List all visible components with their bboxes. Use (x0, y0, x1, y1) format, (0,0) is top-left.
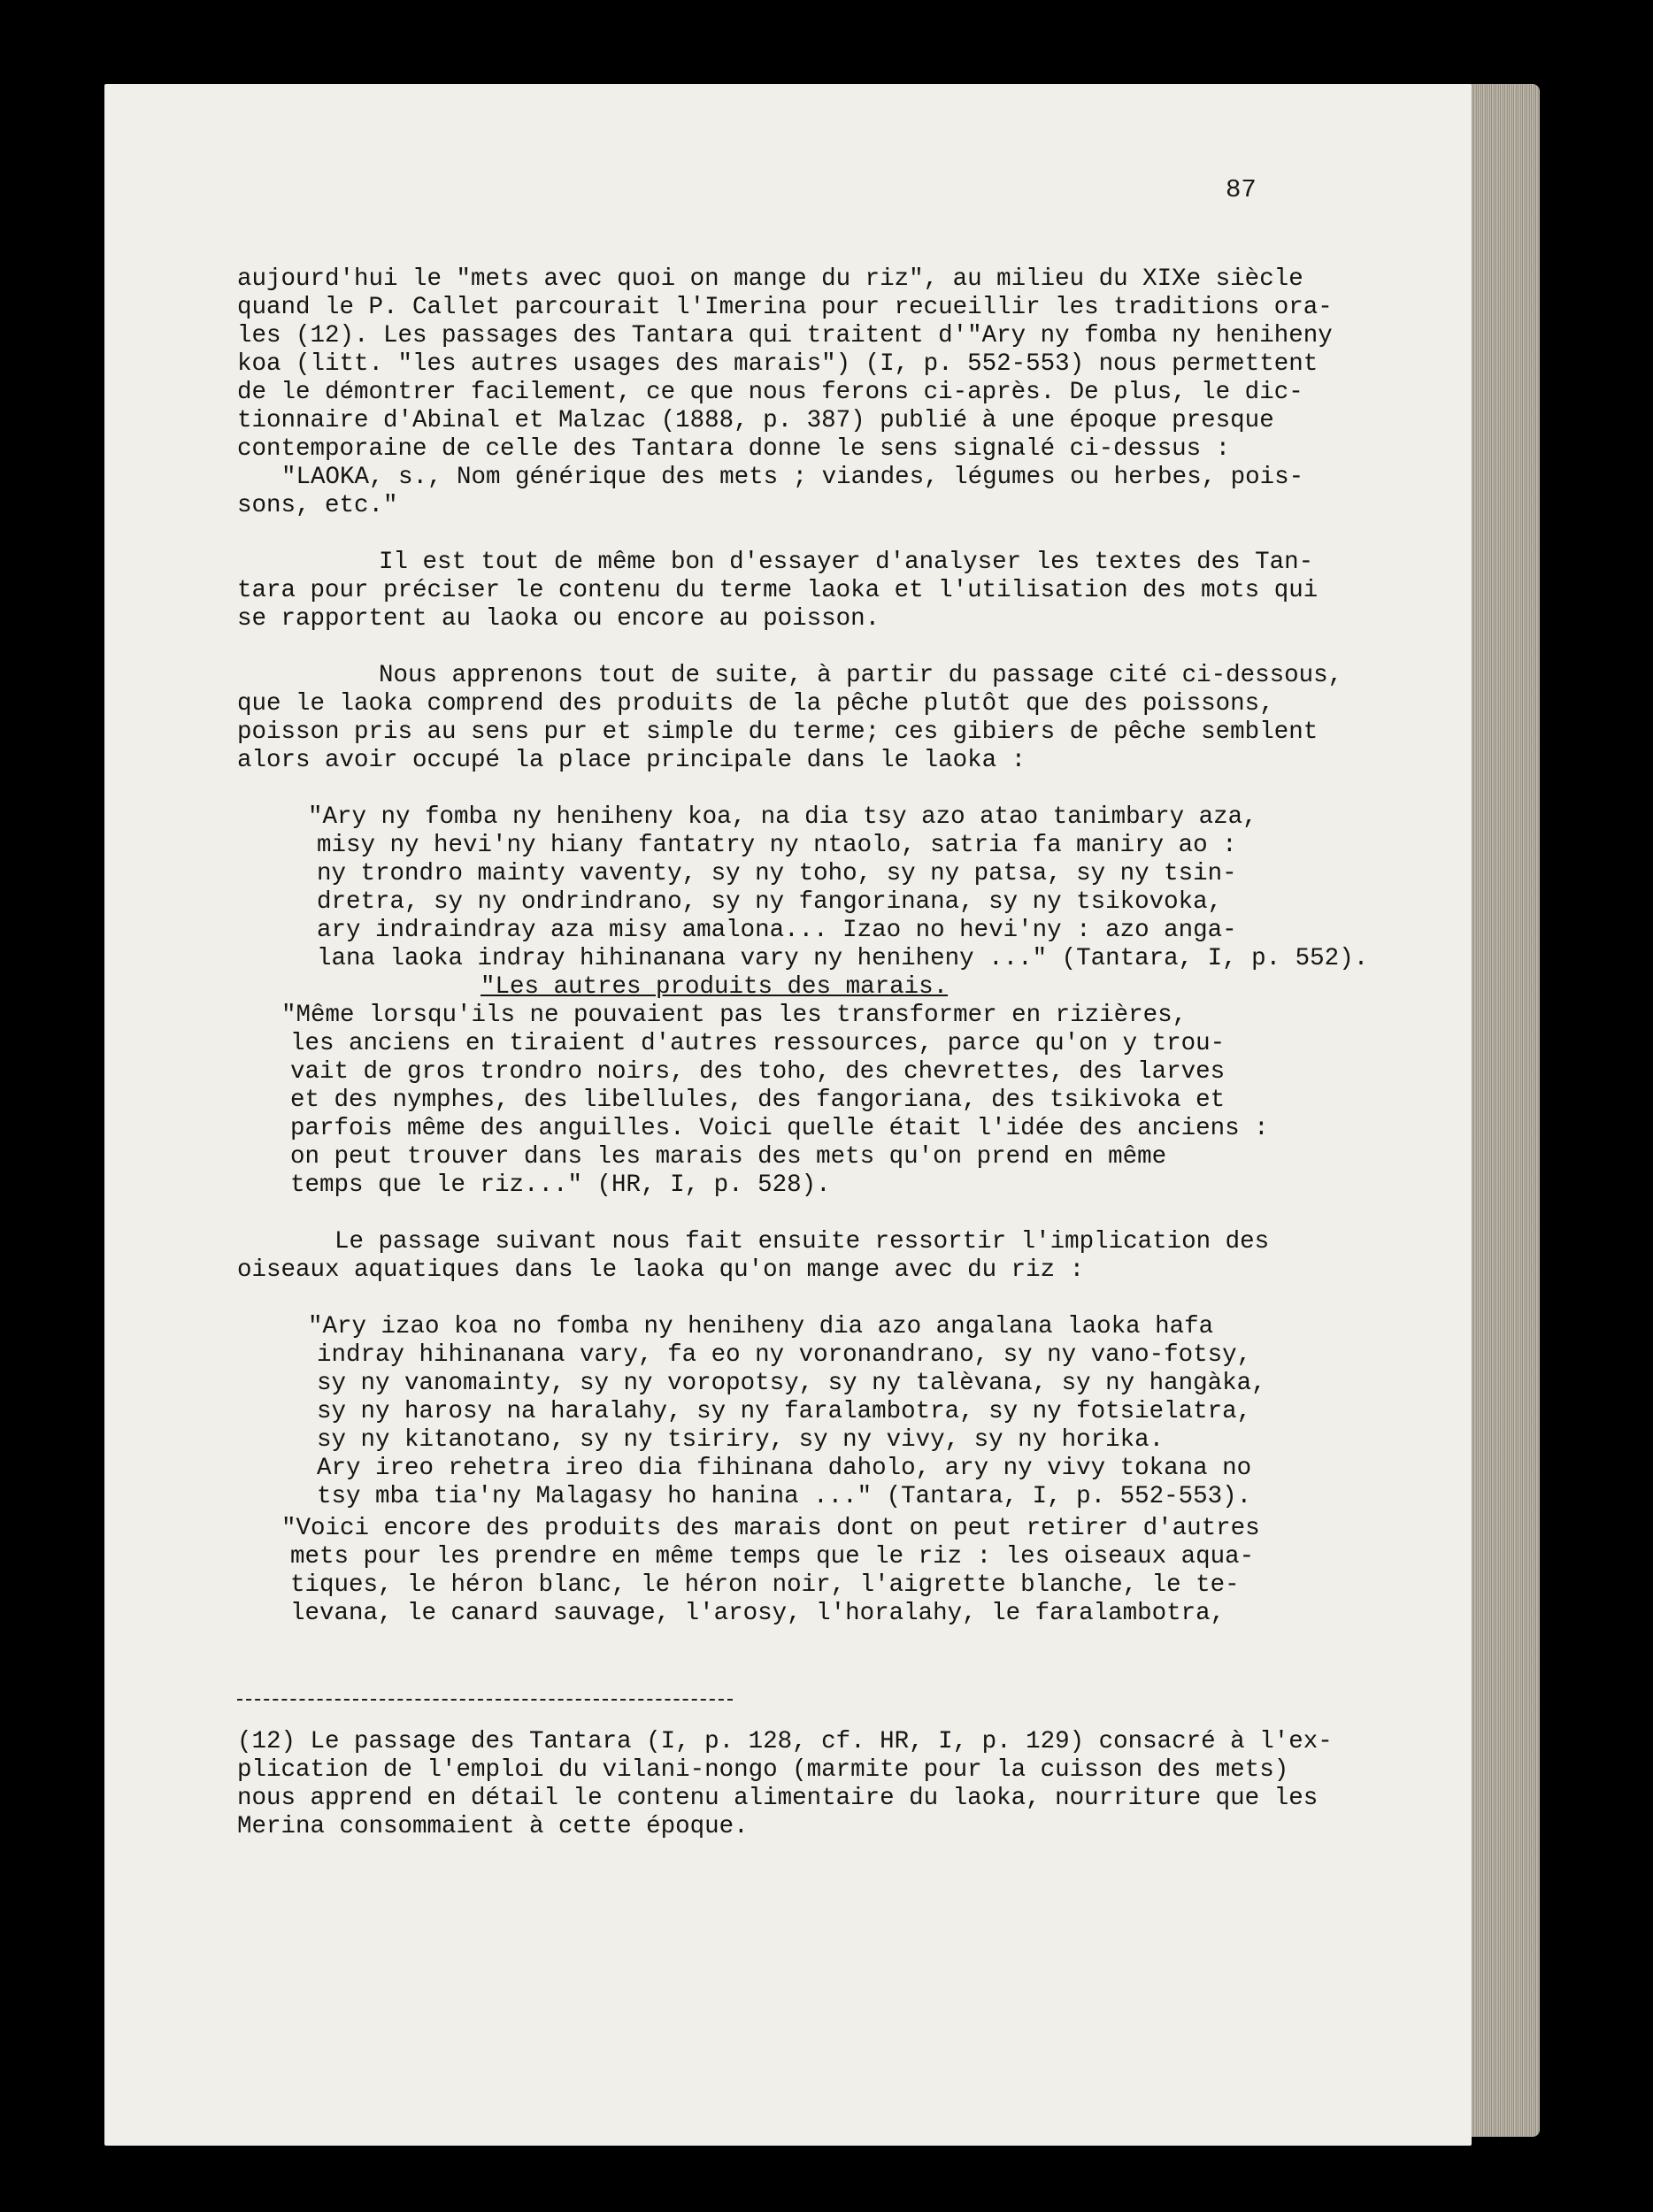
text-line: on peut trouver dans les marais des mets qu'on prend en même (290, 1143, 1167, 1171)
text-line: lana laoka indray hihinanana vary ny heniheny ..." (Tantara, I, p. 552). (317, 945, 1369, 972)
paragraph-3 (237, 662, 1343, 775)
dictionary-definition-quote (237, 464, 1334, 492)
text-line: dretra, sy ny ondrindrano, sy ny fangorinana, sy ny tsikovoka, (317, 888, 1223, 916)
text-line: et des nymphes, des libellules, des fangoriana, des tsikivoka et (290, 1087, 1226, 1114)
text-line: poisson pris au sens pur et simple du terme; ces gibiers de pêche semblent (237, 718, 1319, 746)
text-line: plication de l'emploi du vilani-nongo (marmite pour la cuisson des mets) (237, 1756, 1289, 1784)
text-line: temps que le riz..." (HR, I, p. 528). (290, 1171, 831, 1199)
text-line: koa (litt. "les autres usages des marais") (I, p. 552-553) nous permettent (237, 350, 1319, 378)
body-text (237, 265, 1369, 1628)
text-line: Le passage suivant nous fait ensuite ressortir l'implication des (334, 1228, 1270, 1256)
malagasy-quote-2 (237, 1313, 1334, 1511)
text-line: sy ny kitanotano, sy ny tsiriry, sy ny vivy, sy ny horika. (317, 1426, 1165, 1454)
text-line: parfois même des anguilles. Voici quelle était l'idée des anciens : (290, 1115, 1269, 1142)
malagasy-quote-1 (237, 803, 1369, 973)
text-line: tiques, le héron blanc, le héron noir, l'aigrette blanche, le te- (290, 1571, 1240, 1599)
text-line: Nous apprenons tout de suite, à partir du passage cité ci-dessous, (379, 662, 1343, 689)
text-line: oiseaux aquatiques dans le laoka qu'on mange avec du riz : (237, 1256, 1085, 1284)
translation-heading (237, 973, 1334, 1002)
text-line: "Même lorsqu'ils ne pouvaient pas les transformer en rizières, (281, 1002, 1188, 1029)
translation-quote-2 (237, 1515, 1334, 1628)
text-line: (12) Le passage des Tantara (I, p. 128, cf. HR, I, p. 129) consacré à l'ex- (237, 1728, 1333, 1755)
text-line: Il est tout de même bon d'essayer d'analyser les textes des Tan- (379, 549, 1314, 576)
text-line: tara pour préciser le contenu du terme laoka et l'utilisation des mots qui (237, 577, 1319, 604)
text-line: "LAOKA, s., Nom générique des mets ; viandes, légumes ou herbes, pois- (281, 464, 1304, 491)
text-line: tsy mba tia'ny Malagasy ho hanina ..." (Tantara, I, p. 552-553). (317, 1483, 1252, 1510)
paragraph-4 (237, 1228, 1334, 1285)
text-line: vait de gros trondro noirs, des toho, des chevrettes, des larves (290, 1058, 1226, 1086)
text-line: Merina consommaient à cette époque. (237, 1813, 749, 1840)
text-line: se rapportent au laoka ou encore au poisson. (237, 605, 880, 633)
footnote-separator (237, 1699, 733, 1701)
text-line: contemporaine de celle des Tantara donne le sens signalé ci-dessus : (237, 435, 1231, 463)
text-line: "Ary izao koa no fomba ny heniheny dia azo angalana laoka hafa (308, 1313, 1214, 1340)
text-line: "Ary ny fomba ny heniheny koa, na dia tsy azo atao tanimbary aza, (308, 803, 1257, 831)
paragraph-1 (237, 265, 1334, 464)
text-line: misy ny hevi'ny hiany fantatry ny ntaolo, satria fa maniry ao : (317, 832, 1237, 859)
paragraph-2 (237, 549, 1334, 634)
text-line: sy ny vanomainty, sy ny voropotsy, sy ny talèvana, sy ny hangàka, (317, 1370, 1266, 1397)
translation-heading-text: "Les autres produits des marais. (481, 973, 949, 1001)
text-line: alors avoir occupé la place principale dans le laoka : (237, 747, 1026, 774)
text-line: les anciens en tiraient d'autres ressources, parce qu'on y trou- (290, 1030, 1226, 1057)
text-line: sy ny harosy na haralahy, sy ny faralambotra, sy ny fotsielatra, (317, 1398, 1252, 1425)
text-line: aujourd'hui le "mets avec quoi on mange du riz", au milieu du XIXe siècle (237, 265, 1303, 293)
text-line: tionnaire d'Abinal et Malzac (1888, p. 387) publié à une époque presque (237, 407, 1274, 434)
text-line: ny trondro mainty vaventy, sy ny toho, sy ny patsa, sy ny tsin- (317, 860, 1237, 887)
text-line: mets pour les prendre en même temps que le riz : les oiseaux aqua- (290, 1543, 1255, 1571)
text-line: de le démontrer facilement, ce que nous ferons ci-après. De plus, le dic- (237, 379, 1303, 406)
text-line: indray hihinanana vary, fa eo ny voronandrano, sy ny vano-fotsy, (317, 1341, 1252, 1369)
text-line: ary indraindray aza misy amalona... Izao no hevi'ny : azo anga- (317, 917, 1237, 944)
text-line: levana, le canard sauvage, l'arosy, l'horalahy, le faralambotra, (290, 1600, 1226, 1627)
text-line: quand le P. Callet parcourait l'Imerina pour recueillir les traditions ora- (237, 294, 1333, 321)
text-line: que le laoka comprend des produits de la pêche plutôt que des poissons, (237, 690, 1274, 718)
translation-quote-1 (237, 1002, 1334, 1200)
text-line: les (12). Les passages des Tantara qui traitent d'"Ary ny fomba ny heniheny (237, 322, 1333, 349)
text-line: nous apprend en détail le contenu alimentaire du laoka, nourriture que les (237, 1785, 1319, 1812)
text-line: Ary ireo rehetra ireo dia fihinana daholo, ary ny vivy tokana no (317, 1455, 1252, 1482)
text-line: "Voici encore des produits des marais dont on peut retirer d'autres (281, 1515, 1260, 1542)
text-line: sons, etc." (237, 492, 398, 519)
footnote (237, 1728, 1334, 1841)
page-number: 87 (1226, 175, 1257, 204)
